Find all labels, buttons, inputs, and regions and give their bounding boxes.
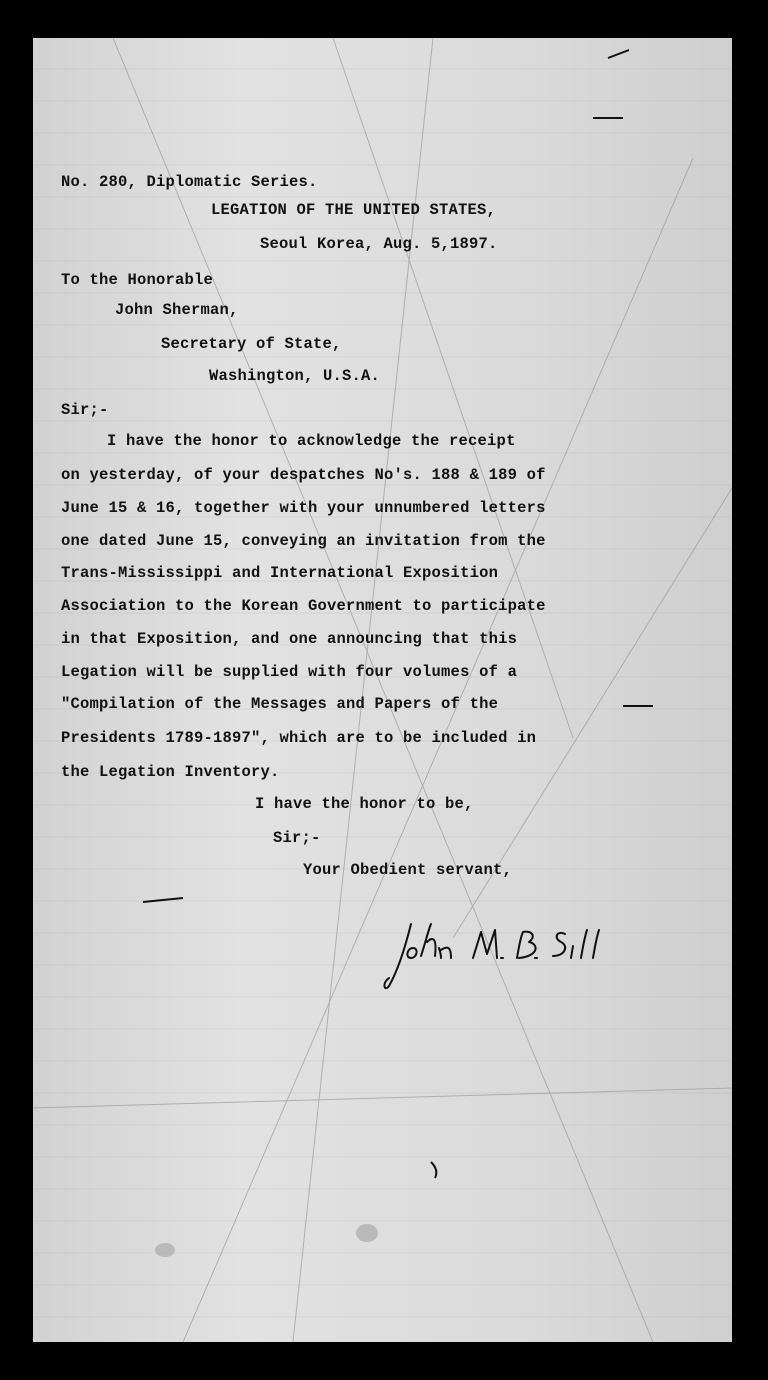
- dispatch-number: No. 280, Diplomatic Series.: [61, 173, 318, 191]
- body-line: "Compilation of the Messages and Papers of the: [61, 695, 499, 713]
- body-line: Association to the Korean Government to participate: [61, 597, 546, 615]
- legation-heading: LEGATION OF THE UNITED STATES,: [211, 201, 497, 219]
- body-line: I have the honor to acknowledge the receipt: [107, 432, 516, 450]
- closing-line-2: Sir;-: [273, 829, 321, 847]
- addressee-line-2: John Sherman,: [115, 301, 239, 319]
- addressee-line-1: To the Honorable: [61, 271, 214, 289]
- closing-line-1: I have the honor to be,: [255, 795, 474, 813]
- body-line: Presidents 1789-1897", which are to be included in: [61, 729, 537, 747]
- addressee-line-4: Washington, U.S.A.: [209, 367, 381, 385]
- body-line: the Legation Inventory.: [61, 763, 280, 781]
- body-line: in that Exposition, and one announcing that this: [61, 630, 518, 648]
- body-line: June 15 & 16, together with your unnumbered letters: [61, 499, 546, 517]
- closing-line-3: Your Obedient servant,: [303, 861, 513, 879]
- body-line: on yesterday, of your despatches No's. 188 & 189 of: [61, 466, 546, 484]
- place-and-date: Seoul Korea, Aug. 5,1897.: [260, 235, 498, 253]
- body-line: Legation will be supplied with four volumes of a: [61, 663, 518, 681]
- handwritten-signature: [383, 918, 623, 998]
- body-line: one dated June 15, conveying an invitation from the: [61, 532, 546, 550]
- document-page: [33, 38, 732, 1342]
- salutation: Sir;-: [61, 401, 109, 419]
- body-line: Trans-Mississippi and International Exposition: [61, 564, 499, 582]
- addressee-line-3: Secretary of State,: [161, 335, 342, 353]
